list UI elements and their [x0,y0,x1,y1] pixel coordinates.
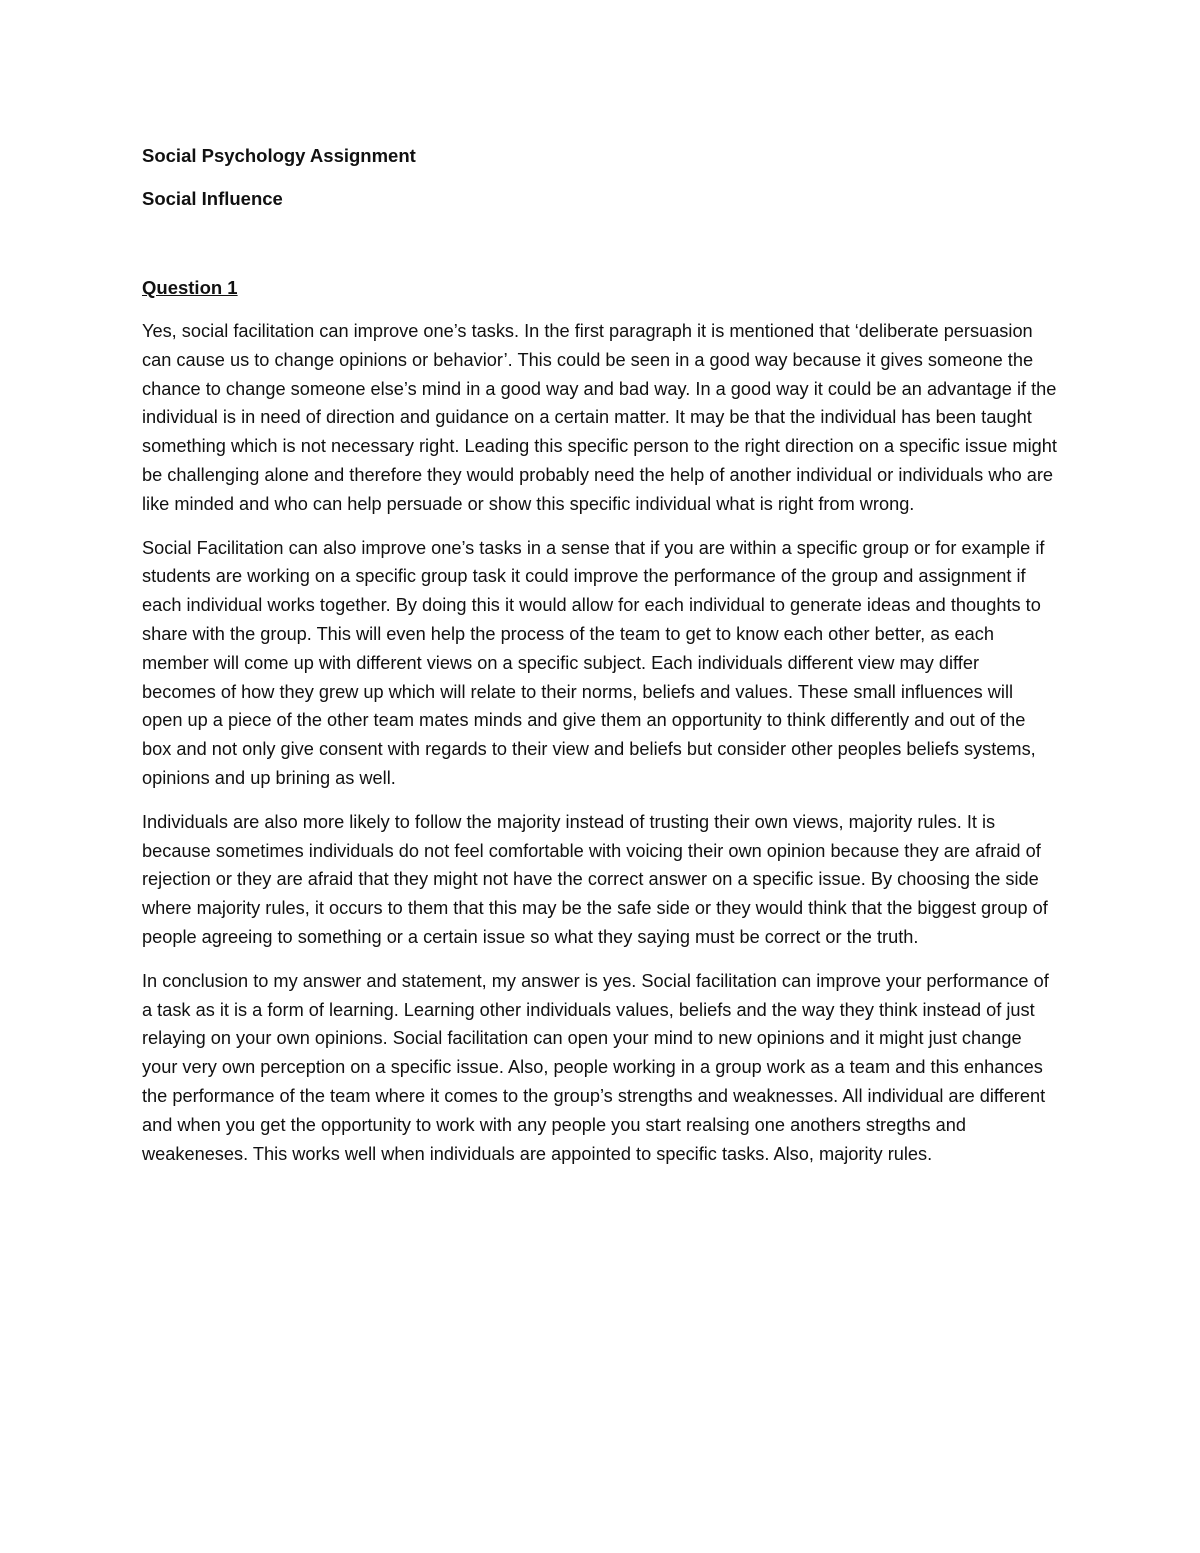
body-paragraph-1: Yes, social facilitation can improve one’s tasks. In the first paragraph it is mentioned that ‘deliberate persuasion can cause us to change opinions or behavior’. This could be seen in a good way because it gives someone the chance to change someone else’s mind in a good way and bad way. In a good way it could be an advantage if the individual is in need of direction and guidance on a certain matter. It may be that the individual has been taught something which is not necessary right. Leading this specific person to the right direction on a specific issue might be challenging alone and therefore they would probably need the help of another individual or individuals who are like minded and who can help persuade or show this specific individual what is right from wrong. [142,321,1057,514]
body-paragraph-3: Individuals are also more likely to follow the majority instead of trusting their own views, majority rules. It is because sometimes individuals do not feel comfortable with voicing their own opinion because they are afraid of rejection or they are afraid that they might not have the correct answer on a specific issue. By choosing the side where majority rules, it occurs to them that this may be the safe side or they would think that the biggest group of people agreeing to something or a certain issue so what they saying must be correct or the truth. [142,811,1048,947]
document-title: Social Psychology Assignment [142,145,416,166]
body-paragraph-4: In conclusion to my answer and statement, my answer is yes. Social facilitation can improve your performance of a task as it is a form of learning. Learning other individuals values, beliefs and the way they think instead of just relaying on your own opinions. Social facilitation can open your mind to new opinions and it might just change your very own perception on a specific issue. Also, people working in a group work as a team and this enhances the performance of the team where it comes to the group’s strengths and weaknesses. All individual are different and when you get the opportunity to work with any people you start realsing one anothers stregths and weakeneses. This works well when individuals are appointed to specific tasks. Also, majority rules. [142,970,1049,1164]
body-paragraph-2: Social Facilitation can also improve one’s tasks in a sense that if you are within a specific group or for example if students are working on a specific group task it could improve the performance of the group and assignment if each individual works together. By doing this it would allow for each individual to generate ideas and thoughts to share with the group. This will even help the process of the team to get to know each other better, as each member will come up with different views on a specific subject. Each individuals different view may differ becomes of how they grew up which will relate to their norms, beliefs and values. These small influences will open up a piece of the other team mates minds and give them an opportunity to think differently and out of the box and not only give consent with regards to their view and beliefs but consider other peoples beliefs systems, opinions and up brining as well. [142,537,1045,788]
document-subtitle: Social Influence [142,188,283,209]
question-heading: Question 1 [142,277,238,298]
